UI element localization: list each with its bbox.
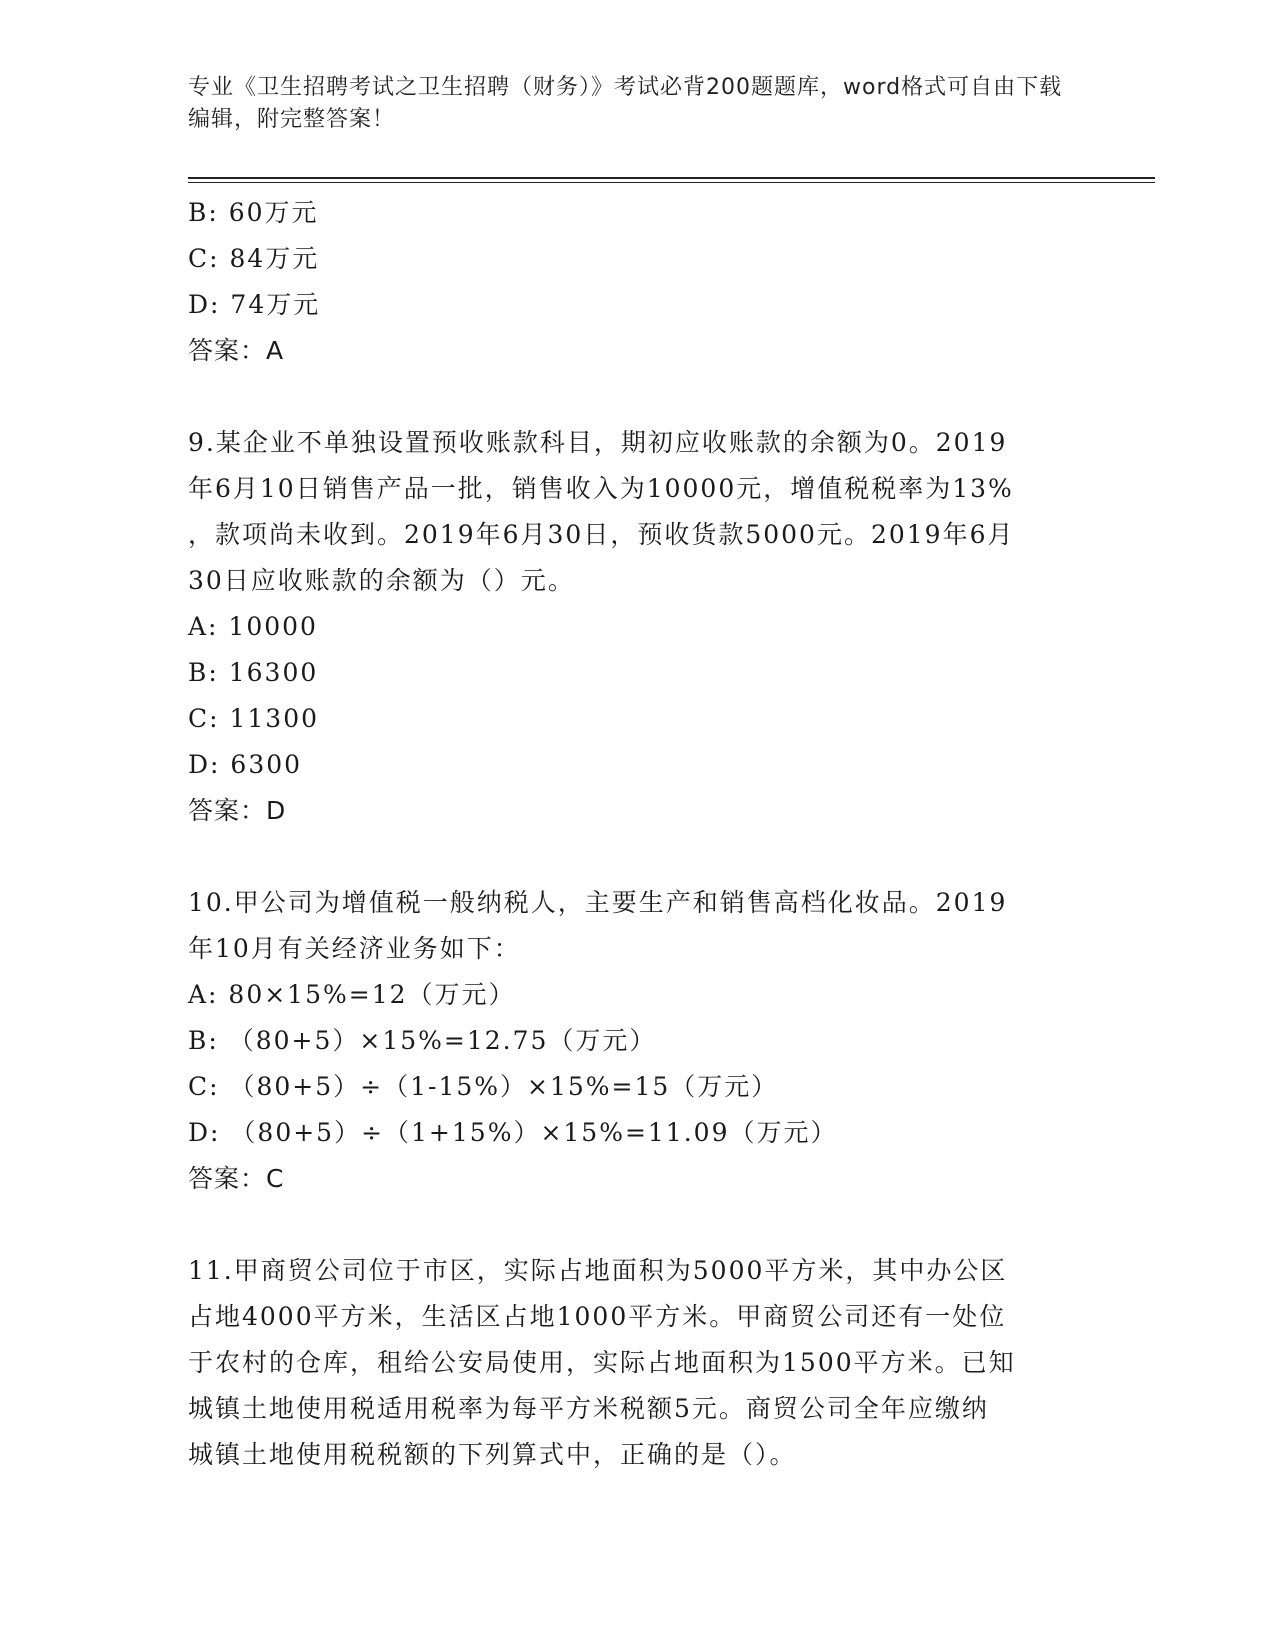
option-c: C: （80+5）÷（1-15%）×15%=15（万元） [188,1072,779,1101]
question-10 [188,880,1078,1202]
question-text-line: 于农村的仓库，租给公安局使用，实际占地面积为1500平方米。已知 [188,1348,1016,1377]
question-9 [188,420,1078,834]
option-a: A: 80×15%=12（万元） [188,980,516,1009]
question-text-line: 年6月10日销售产品一批，销售收入为10000元，增值税税率为13% [188,474,1014,503]
question-text-line: 城镇土地使用税适用税率为每平方米税额5元。商贸公司全年应缴纳 [188,1394,989,1423]
option-d: D: 74万元 [188,290,321,319]
answer-line: 答案：C [188,1164,285,1193]
option-b: B: （80+5）×15%=12.75（万元） [188,1026,657,1055]
question-text-line: 10.甲公司为增值税一般纳税人，主要生产和销售高档化妆品。2019 [188,888,1008,917]
question-11 [188,1248,1078,1478]
option-d: D: （80+5）÷（1+15%）×15%=11.09（万元） [188,1118,838,1147]
document-header [188,72,1068,136]
spacer [188,834,1078,880]
option-b: B: 60万元 [188,198,319,227]
question-text-line: 年10月有关经济业务如下： [188,934,521,963]
document-body [188,190,1078,1478]
option-c: C: 84万元 [188,244,320,273]
header-text: 专业《卫生招聘考试之卫生招聘（财务）》考试必背200题题库，word格式可自由下载编辑，附完整答案！ [188,75,1063,132]
header-rule-thick [188,177,1155,179]
question-text-line: ，款项尚未收到。2019年6月30日，预收货款5000元。2019年6月 [188,520,1015,549]
spacer [188,1202,1078,1248]
answer-line: 答案：D [188,796,287,825]
prev-question-block [188,190,1078,374]
option-a: A: 10000 [188,612,318,641]
question-text-line: 30日应收账款的余额为（）元。 [188,566,575,595]
option-d: D: 6300 [188,750,303,779]
answer-line: 答案：A [188,336,285,365]
option-c: C: 11300 [188,704,320,733]
question-text-line: 占地4000平方米，生活区占地1000平方米。甲商贸公司还有一处位 [188,1302,1007,1331]
spacer [188,374,1078,420]
option-b: B: 16300 [188,658,319,687]
question-text-line: 城镇土地使用税税额的下列算式中，正确的是（）。 [188,1440,797,1469]
question-text-line: 11.甲商贸公司位于市区，实际占地面积为5000平方米，其中办公区 [188,1256,1008,1285]
question-text-line: 9.某企业不单独设置预收账款科目，期初应收账款的余额为0。2019 [188,428,1008,457]
header-rule-thin [188,182,1155,183]
